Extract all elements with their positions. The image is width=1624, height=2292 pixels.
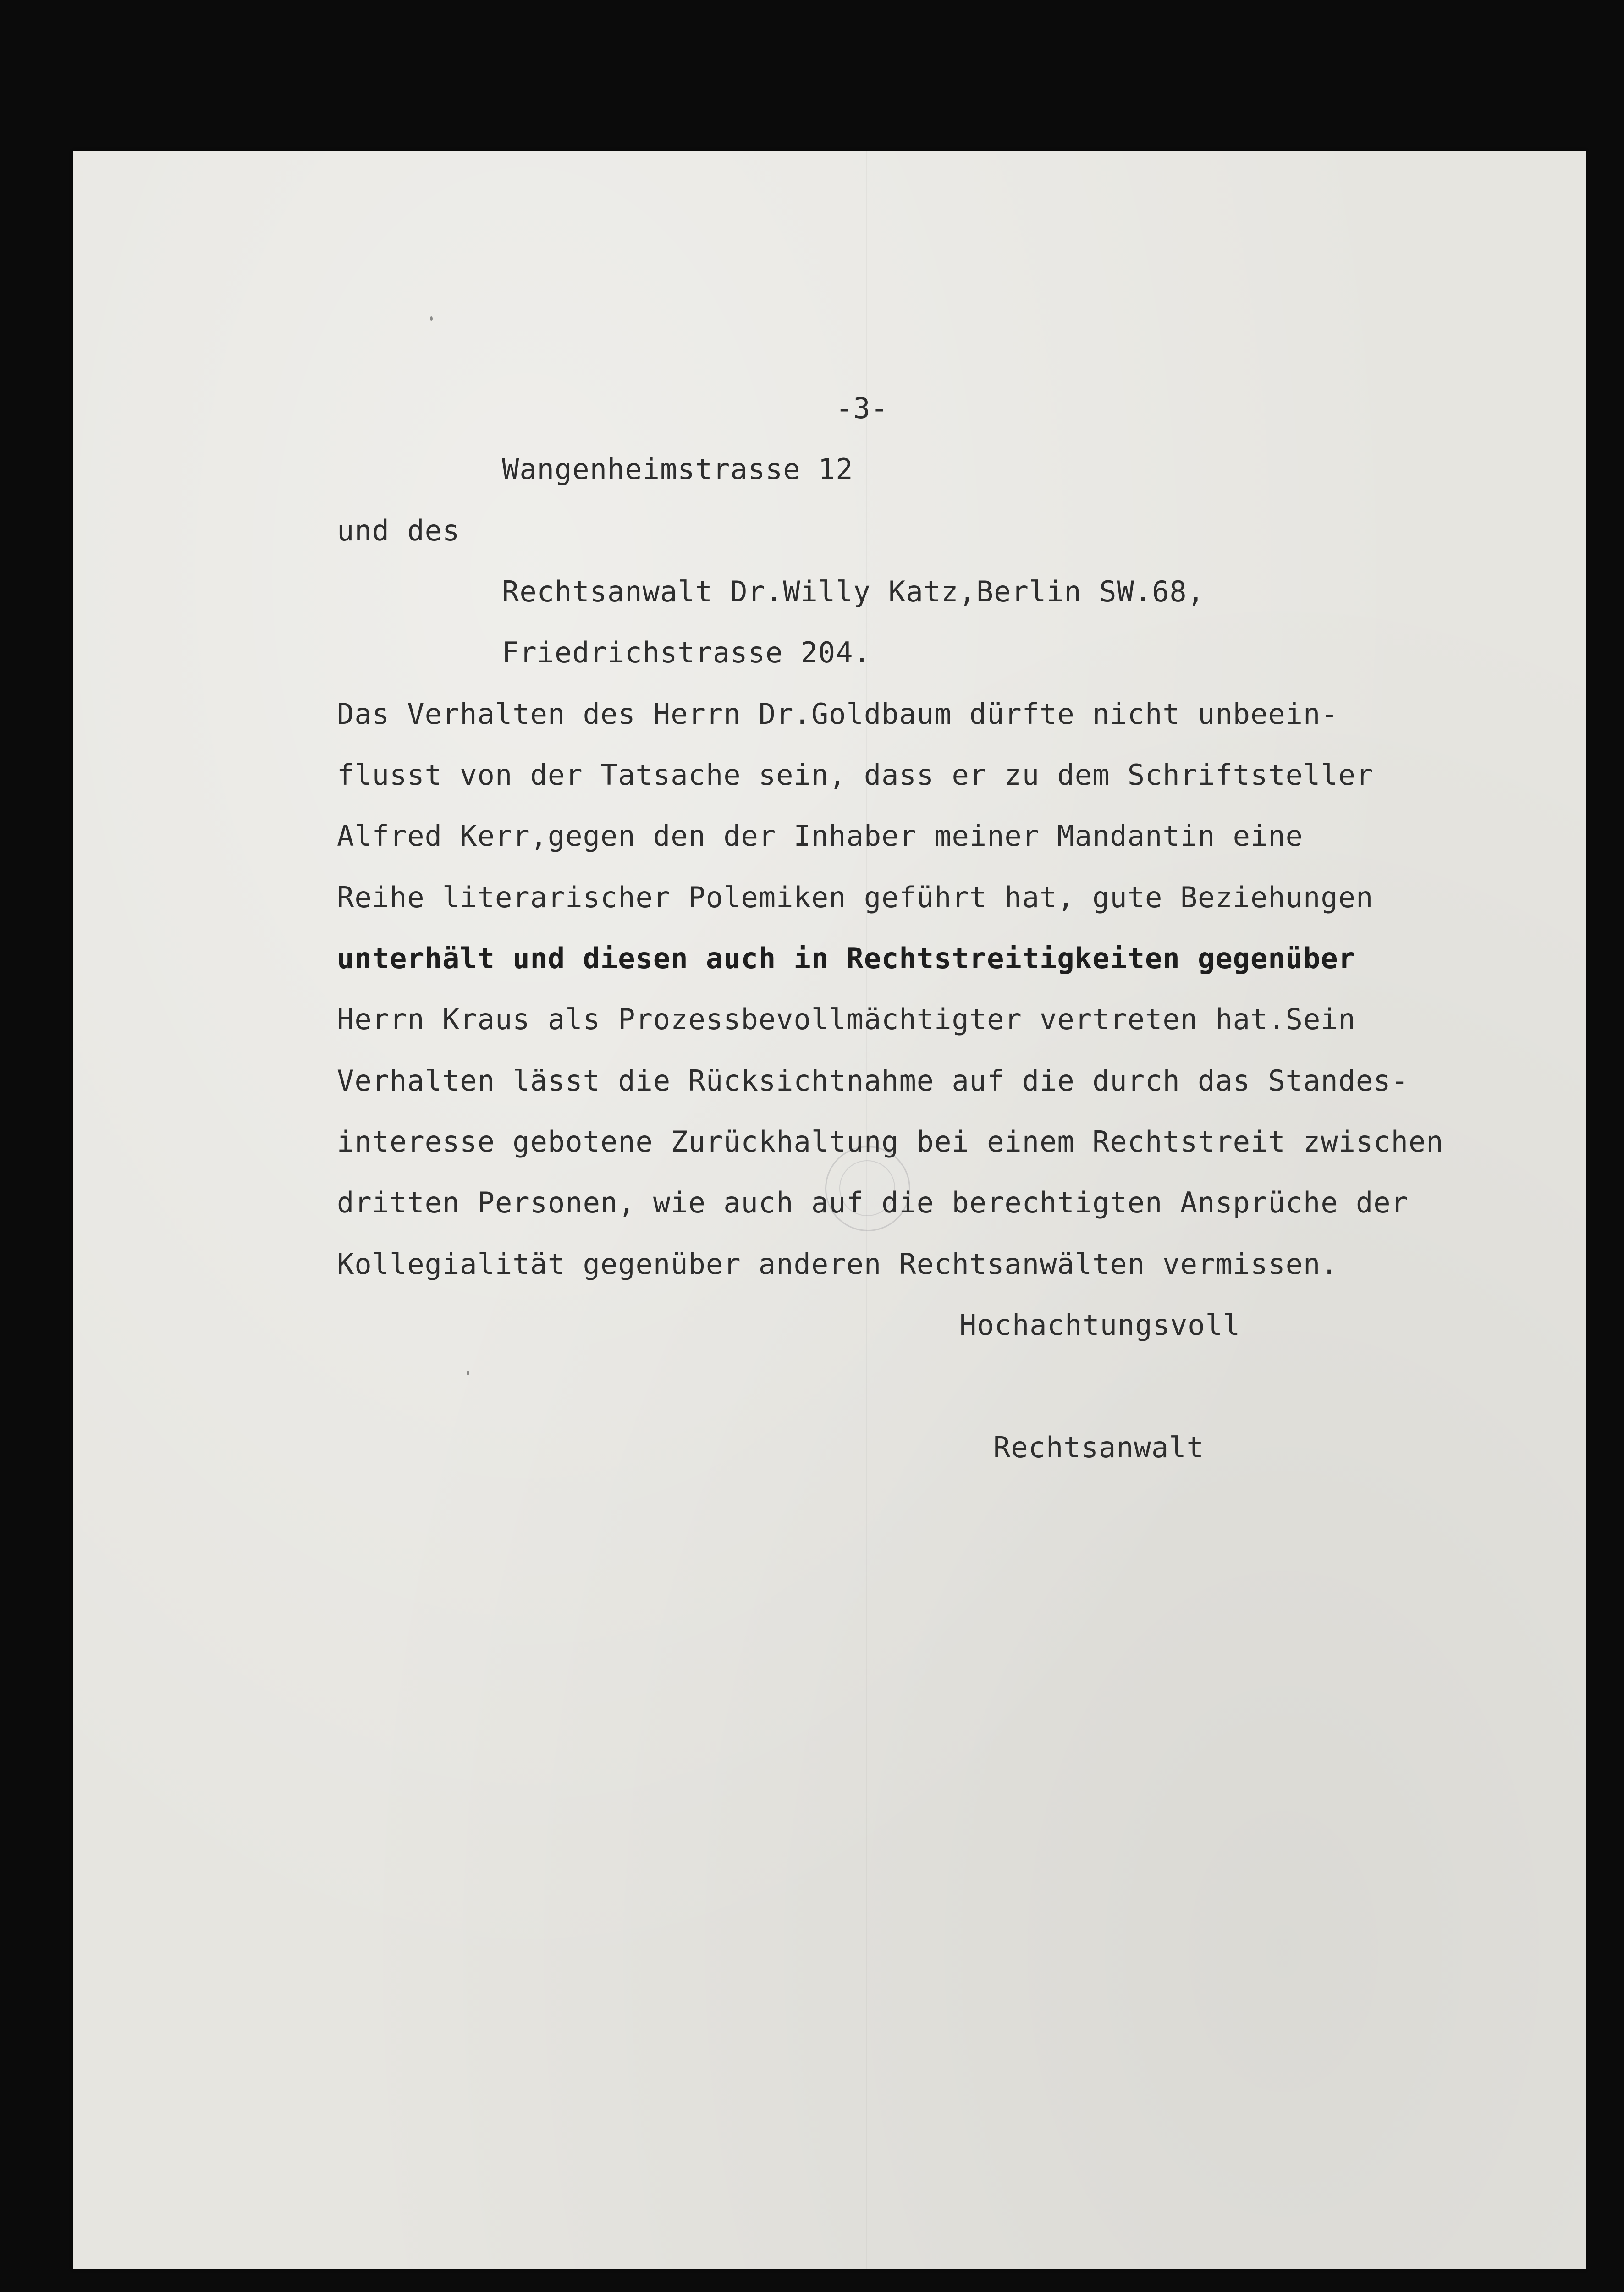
body-line: unterhält und diesen auch in Rechtstreitigkeiten gegenüber <box>337 942 1356 975</box>
body-line: Kollegialität gegenüber anderen Rechtsanwälten vermissen. <box>337 1247 1338 1281</box>
address-line: Friedrichstrasse 204. <box>502 636 871 669</box>
page-number: -3- <box>836 391 888 425</box>
body-line: Das Verhalten des Herrn Dr.Goldbaum dürfte nicht unbeein- <box>337 697 1338 731</box>
paper-speck <box>467 1371 469 1375</box>
body-line: Alfred Kerr,gegen den der Inhaber meiner Mandantin eine <box>337 819 1303 853</box>
text-line: und des <box>337 514 460 547</box>
body-line: Herrn Kraus als Prozessbevollmächtigter vertreten hat.Sein <box>337 1003 1356 1036</box>
body-line: interesse gebotene Zurückhaltung bei einem Rechtstreit zwischen <box>337 1125 1444 1158</box>
letter-page <box>73 151 1586 2269</box>
paper-speck <box>430 316 433 321</box>
closing-salutation: Hochachtungsvoll <box>959 1308 1241 1342</box>
signature-title: Rechtsanwalt <box>993 1431 1204 1464</box>
body-line: dritten Personen, wie auch auf die berechtigten Ansprüche der <box>337 1186 1409 1219</box>
address-line: Wangenheimstrasse 12 <box>502 452 853 486</box>
body-line: Reihe literarischer Polemiken geführt hat, gute Beziehungen <box>337 881 1374 914</box>
address-line: Rechtsanwalt Dr.Willy Katz,Berlin SW.68, <box>502 575 1205 608</box>
body-line: Verhalten lässt die Rücksichtnahme auf die durch das Standes- <box>337 1064 1409 1097</box>
body-line: flusst von der Tatsache sein, dass er zu dem Schriftsteller <box>337 758 1374 792</box>
